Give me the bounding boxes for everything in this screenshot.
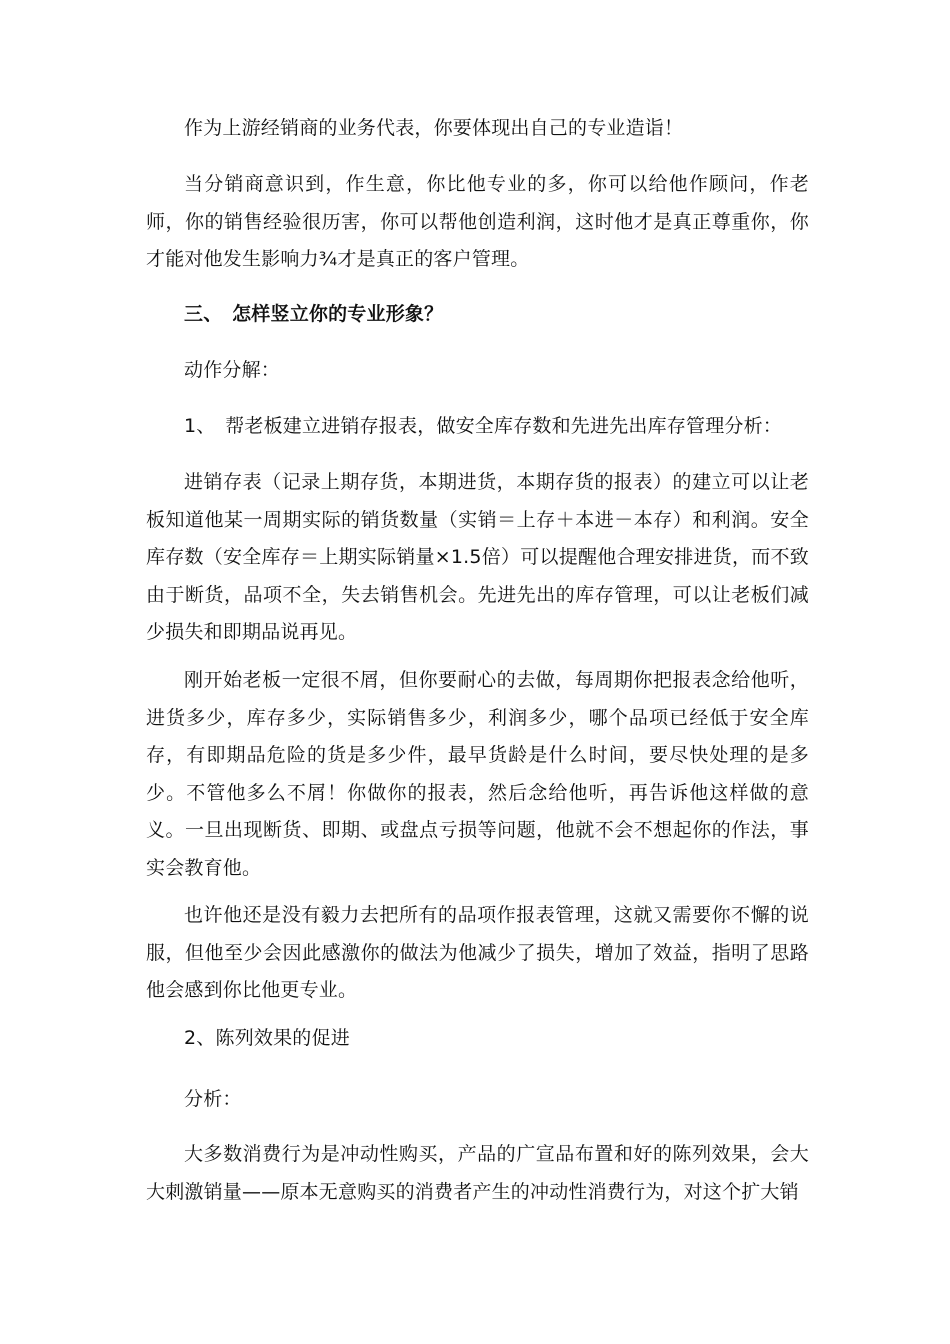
paragraph-inventory-report: 进销存表（记录上期存货，本期进货，本期存货的报表）的建立可以让老板知道他某一周期实际的销货数量（实销＝上存＋本进－本存）和利润。安全库存数（安全库存＝上期实际销量×1.5倍）可以提醒他合理安排进货，而不致由于断货，品项不全，失去销售机会。先进先出的库存管理，可以让老板们减少损失和即期品说再见。: [146, 471, 809, 643]
paragraph-boss-attitude: 刚开始老板一定很不屑，但你要耐心的去做，每周期你把报表念给他听，进货多少，库存多少，实际销售多少，利润多少，哪个品项已经低于安全库存，有即期品危险的货是多少件，最早货龄是什么时间，要尽快处理的是多少。不管他多么不屑！你做你的报表，然后念给他听，再告诉他这样做的意义。一旦出现断货、即期、或盘点亏损等问题，他就不会不想起你的作法，事实会教育他。: [146, 669, 809, 879]
paragraph-analysis-label: 分析：: [184, 1088, 242, 1110]
paragraph-respect: 当分销商意识到，作生意，你比他专业的多，你可以给他作顾问，作老师，你的销售经验很历害，你可以帮他创造利润，这时他才是真正尊重你，你才能对他发生影响力¾才是真正的客户管理。: [146, 173, 809, 270]
paragraph-intro: 作为上游经销商的业务代表，你要体现出自己的专业造诣！: [184, 117, 684, 139]
paragraph-persuasion: 也许他还是没有毅力去把所有的品项作报表管理，这就又需要你不懈的说服，但他至少会因此感激你的做法为他减少了损失，增加了效益，指明了思路他会感到你比他更专业。: [146, 904, 809, 1001]
section-heading-3: 三、 怎样竖立你的专业形象？: [184, 303, 444, 325]
paragraph-action-breakdown: 动作分解：: [184, 359, 281, 381]
list-item-1-heading: 1、 帮老板建立进销存报表，做安全库存数和先进先出库存管理分析：: [184, 415, 782, 437]
paragraph-impulse-buying: 大多数消费行为是冲动性购买，产品的广宣品布置和好的陈列效果，会大大刺激销量——原本无意购买的消费者产生的冲动性消费行为，对这个扩大销: [146, 1143, 809, 1203]
list-item-2-heading: 2、陈列效果的促进: [184, 1027, 350, 1049]
